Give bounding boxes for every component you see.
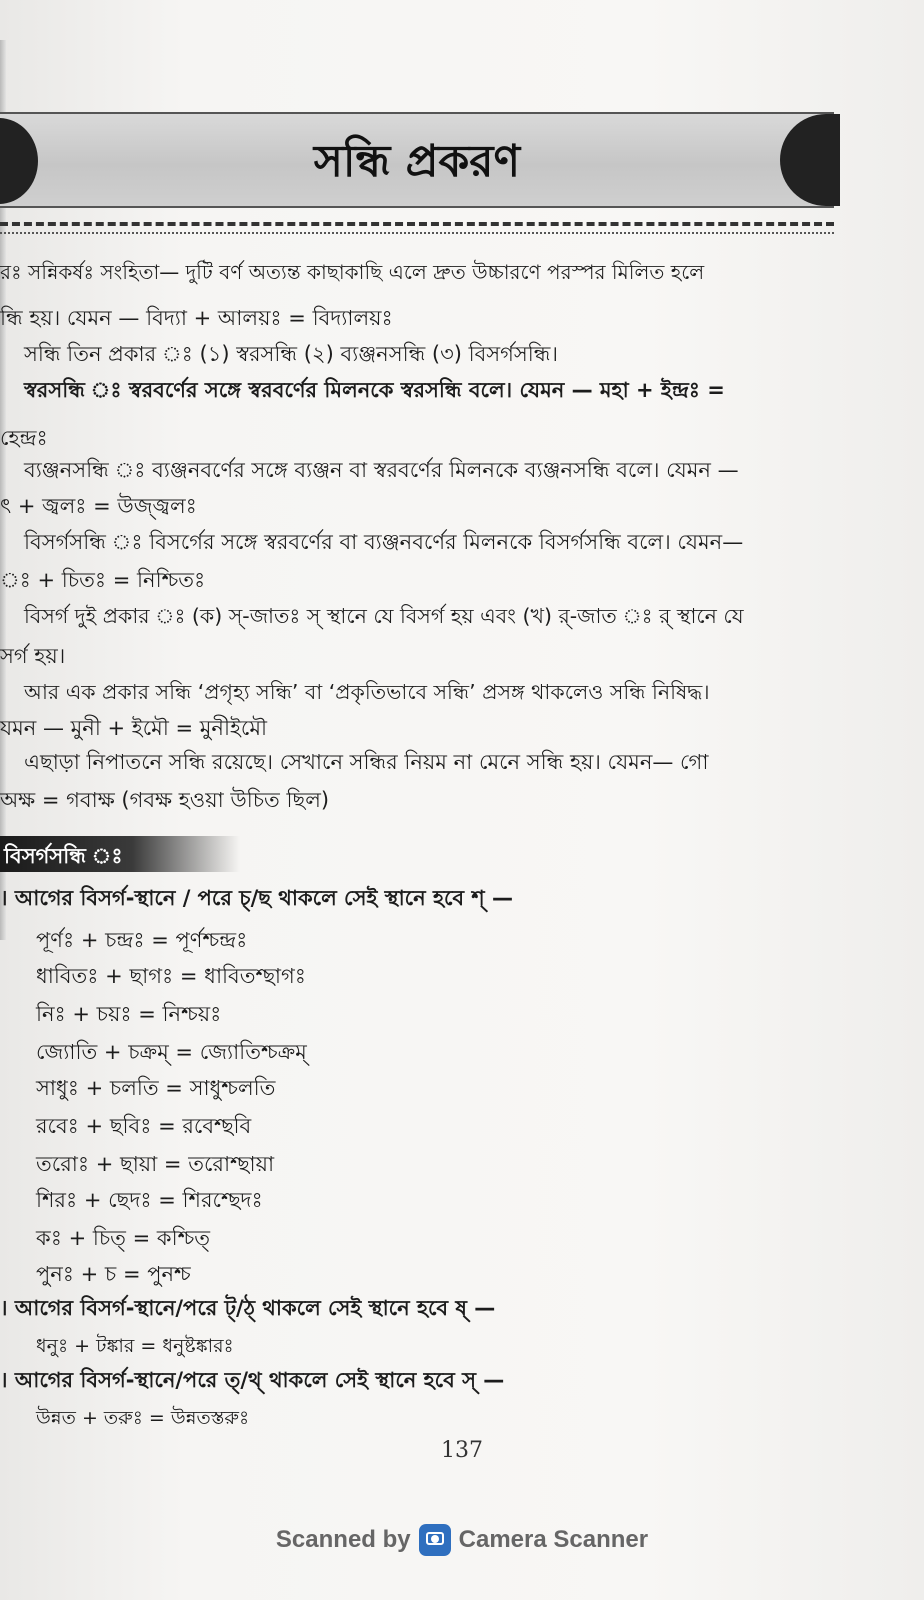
intro-line: ঃ + চিতঃ = নিশ্চিতঃ [0,568,206,592]
example-line: পূর্ণঃ + চন্দ্রঃ = পূর্ণশ্চন্দ্রঃ [36,928,248,952]
example-line: জ্যোতি + চক্রম্ = জ্যোতিশ্চক্রম্ [36,1040,307,1064]
decorative-rule [0,222,834,226]
example-line: তরোঃ + ছায়া = তরোশ্ছায়া [36,1152,275,1176]
intro-line: ব্যঞ্জনসন্ধি ঃ ব্যঞ্জনবর্ণের সঙ্গে ব্যঞ্জন বা স্বরবর্ণের মিলনকে ব্যঞ্জনসন্ধি বলে। যেমন — [24,458,739,482]
example-line: পুনঃ + চ = পুনশ্চ [36,1262,191,1286]
chapter-banner [0,112,834,208]
intro-line: বিসর্গ দুই প্রকার ঃ (ক) স্-জাতঃ স্ স্থানে যে বিসর্গ হয় এবং (খ) র্-জাত ঃ র্ স্থানে যে [24,604,744,628]
section-heading [0,836,240,872]
example-line: সাধুঃ + চলতি = সাধুশ্চলতি [36,1076,276,1100]
decorative-rule-dotted [0,232,834,234]
chapter-title: সন্ধি প্রকরণ [313,136,521,187]
example-line: শিরঃ + ছেদঃ = শিরশ্ছেদঃ [36,1188,263,1212]
section-heading-text: বিসর্গসন্ধি ঃ [4,844,123,868]
intro-line: আর এক প্রকার সন্ধি ‘প্রগৃহ্য সন্ধি’ বা ‘প্রকৃতিভাবে সন্ধি’ প্রসঙ্গ থাকলেও সন্ধি নিষিদ্ধ। [24,680,710,704]
intro-line: সন্ধি তিন প্রকার ঃ (১) স্বরসন্ধি (২) ব্যঞ্জনসন্ধি (৩) বিসর্গসন্ধি। [24,342,558,366]
rule-heading: । আগের বিসর্গ-স্থানে/পরে ট্/ঠ্ থাকলে সেই স্থানে হবে ষ্ — [0,1296,496,1320]
camera-scanner-icon [419,1524,451,1556]
intro-line: হেন্দ্রঃ [0,426,48,450]
intro-line: ন্ধি হয়। যেমন — বিদ্যা + আলয়ঃ = বিদ্যালয়ঃ [0,306,393,330]
example-line: নিঃ + চয়ঃ = নিশ্চয়ঃ [36,1002,222,1026]
intro-line: অক্ষ = গবাক্ষ (গবক্ষ হওয়া উচিত ছিল) [0,788,330,812]
example-line: কঃ + চিত্ = কশ্চিত্ [36,1226,210,1250]
intro-line: যমন — মুনী + ইমৌ = মুনীইমৌ [0,716,268,740]
footer-prefix: Scanned by [275,1526,411,1553]
intro-line: বিসর্গসন্ধি ঃ বিসর্গের সঙ্গে স্বরবর্ণের বা ব্যঞ্জনবর্ণের মিলনকে বিসর্গসন্ধি বলে। যেমন— [24,530,744,554]
example-line: রবেঃ + ছবিঃ = রবেশ্ছবি [36,1114,252,1138]
scanner-watermark [0,1520,924,1560]
intro-line: সর্গ হয়। [0,644,66,668]
intro-line: ৎ + জ্বলঃ = উজ্জ্বলঃ [0,494,197,518]
rule-heading: । আগের বিসর্গ-স্থানে/পরে ত্/থ্ থাকলে সেই স্থানে হবে স্ — [0,1368,505,1392]
intro-line: স্বরসন্ধি ঃ স্বরবর্ণের সঙ্গে স্বরবর্ণের মিলনকে স্বরসন্ধি বলে। যেমন — মহা + ইন্দ্রঃ = [24,378,725,402]
intro-line: রঃ সন্নিকর্ষঃ সংহিতা— দুটি বর্ণ অত্যন্ত কাছাকাছি এলে দ্রুত উচ্চারণে পরস্পর মিলিত হলে [0,260,705,284]
intro-line: এছাড়া নিপাতনে সন্ধি রয়েছে। সেখানে সন্ধির নিয়ম না মেনে সন্ধি হয়। যেমন— গো [24,750,709,774]
footer-brand: Camera Scanner [458,1526,649,1553]
example-line: উন্নত + তরুঃ = উন্নতস্তরুঃ [36,1407,250,1429]
page-number: 137 [441,1438,483,1463]
rule-heading: । আগের বিসর্গ-স্থানে / পরে চ্/ছ থাকলে সেই স্থানে হবে শ্ — [0,886,513,910]
example-line: ধনুঃ + টঙ্কার = ধনুষ্টঙ্কারঃ [36,1335,234,1357]
example-line: ধাবিতঃ + ছাগঃ = ধাবিতশ্ছাগঃ [36,964,306,988]
